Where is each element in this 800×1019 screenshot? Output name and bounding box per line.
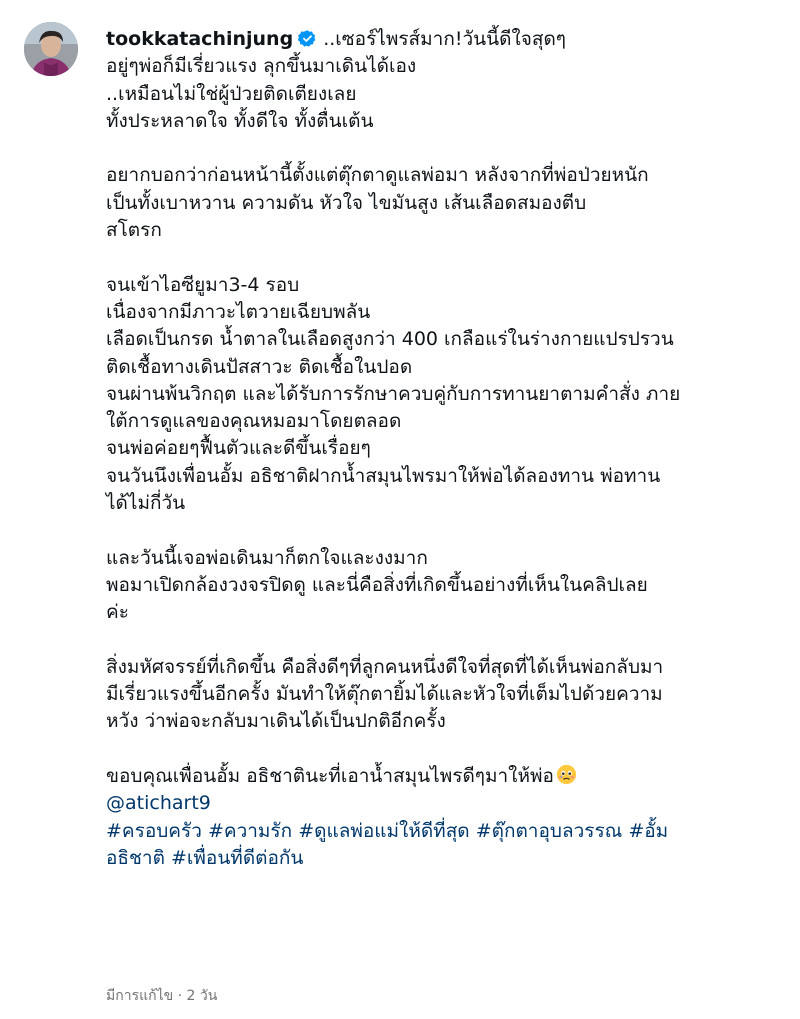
hashtag-link[interactable]: #ครอบครัว bbox=[106, 819, 202, 842]
caption-paragraph-1 bbox=[106, 53, 776, 135]
caption-line: เลือดเป็นกรด น้ำตาลในเลือดสูงกว่า 400 เกลือแร่ในร่างกายแปรปรวน bbox=[106, 328, 674, 351]
caption-line: ทั้งประหลาดใจ ทั้งดีใจ ทั้งตื่นเต้น bbox=[106, 109, 374, 132]
caption-line: ค่ะ bbox=[106, 601, 129, 624]
post-meta-edited-time: มีการแก้ไข · 2 วัน bbox=[106, 988, 218, 1004]
caption-line: หวัง ว่าพ่อจะกลับมาเดินได้เป็นปกติอีกครั้ง bbox=[106, 710, 446, 733]
caption-paragraph-3 bbox=[106, 272, 776, 518]
paragraph-gap bbox=[106, 244, 776, 271]
caption-line: จนพ่อค่อยๆฟื้นตัวและดีขึ้นเรื่อยๆ bbox=[106, 437, 371, 460]
username-link[interactable]: tookkatachinjung bbox=[106, 28, 294, 50]
mention-link[interactable]: @atichart9 bbox=[106, 792, 211, 815]
caption-line: ..เหมือนไม่ใช่ผู้ป่วยติดเตียงเลย bbox=[106, 82, 357, 105]
caption-line: สิ่งมหัศจรรย์ที่เกิดขึ้น คือสิ่งดีๆที่ลูกคนหนึ่งดีใจที่สุดที่ได้เห็นพ่อกลับมา bbox=[106, 655, 664, 678]
hashtags-line-1 bbox=[106, 818, 776, 845]
caption-header-line bbox=[106, 26, 776, 53]
profile-avatar-image bbox=[24, 22, 78, 76]
paragraph-gap bbox=[106, 736, 776, 763]
hashtag-link[interactable]: #ความรัก bbox=[207, 819, 293, 842]
caption-line: เนื่องจากมีภาวะไตวายเฉียบพลัน bbox=[106, 300, 371, 323]
hashtags-line-2 bbox=[106, 845, 776, 872]
caption-line: อยู่ๆพ่อก็มีเรี่ยวแรง ลุกขึ้นมาเดินได้เอง bbox=[106, 55, 417, 78]
verified-badge-icon bbox=[298, 29, 317, 48]
caption-line: เป็นทั้งเบาหวาน ความดัน หัวใจ ไขมันสูง เส้นเลือดสมองตีบ bbox=[106, 191, 587, 214]
face-holding-back-tears-icon bbox=[556, 764, 577, 785]
caption-body bbox=[106, 26, 776, 872]
hashtag-link[interactable]: #ตุ๊กตาอุบลวรรณ bbox=[475, 819, 623, 842]
avatar[interactable] bbox=[24, 22, 78, 76]
caption-line: จนผ่านพ้นวิกฤต และได้รับการรักษาควบคู่กับการทานยาตามคำสั่ง ภาย bbox=[106, 382, 681, 405]
hashtag-link-continuation[interactable]: อธิชาติ bbox=[106, 846, 165, 869]
caption-line: สโตรก bbox=[106, 219, 162, 242]
caption-first-line: ..เซอร์ไพรส์มาก!วันนี้ดีใจสุดๆ bbox=[323, 28, 567, 50]
caption-paragraph-5 bbox=[106, 654, 776, 736]
caption-line: จนวันนึงเพื่อนอั้ม อธิชาติฝากน้ำสมุนไพรมาให้พ่อได้ลองทาน พ่อทาน bbox=[106, 464, 661, 487]
caption-paragraph-2 bbox=[106, 162, 776, 244]
paragraph-gap bbox=[106, 517, 776, 544]
caption-line: ติดเชื้อทางเดินปัสสาวะ ติดเชื้อในปอด bbox=[106, 355, 413, 378]
caption-line: มีเรี่ยวแรงขึ้นอีกครั้ง มันทำให้ตุ๊กตายิ้มได้และหัวใจที่เต็มไปด้วยความ bbox=[106, 683, 663, 706]
hashtag-link[interactable]: #ดูแลพ่อแม่ให้ดีที่สุด bbox=[298, 819, 470, 842]
thanks-text: ขอบคุณเพื่อนอั้ม อธิชาตินะที่เอาน้ำสมุนไพรดีๆมาให้พ่อ bbox=[106, 765, 554, 788]
caption-line: พอมาเปิดกล้องวงจรปิดดู และนี่คือสิ่งที่เกิดขึ้นอย่างที่เห็นในคลิปเลย bbox=[106, 573, 648, 596]
caption-line: อยากบอกว่าก่อนหน้านี้ตั้งแต่ตุ๊กตาดูแลพ่อมา หลังจากที่พ่อป่วยหนัก bbox=[106, 164, 649, 187]
mention-line bbox=[106, 790, 776, 817]
caption-line: ใต้การดูแลของคุณหมอมาโดยตลอด bbox=[106, 410, 402, 433]
caption-paragraph-4 bbox=[106, 545, 776, 627]
caption-line: จนเข้าไอซียูมา3-4 รอบ bbox=[106, 273, 300, 296]
hashtag-link[interactable]: #เพื่อนที่ดีต่อกัน bbox=[170, 846, 304, 869]
paragraph-gap bbox=[106, 135, 776, 162]
paragraph-gap bbox=[106, 627, 776, 654]
hashtag-link[interactable]: #อั้ม bbox=[628, 819, 669, 842]
caption-line: ได้ไม่กี่วัน bbox=[106, 492, 186, 515]
caption-line: และวันนี้เจอพ่อเดินมาก็ตกใจและงงมาก bbox=[106, 546, 428, 569]
thanks-line bbox=[106, 763, 776, 790]
